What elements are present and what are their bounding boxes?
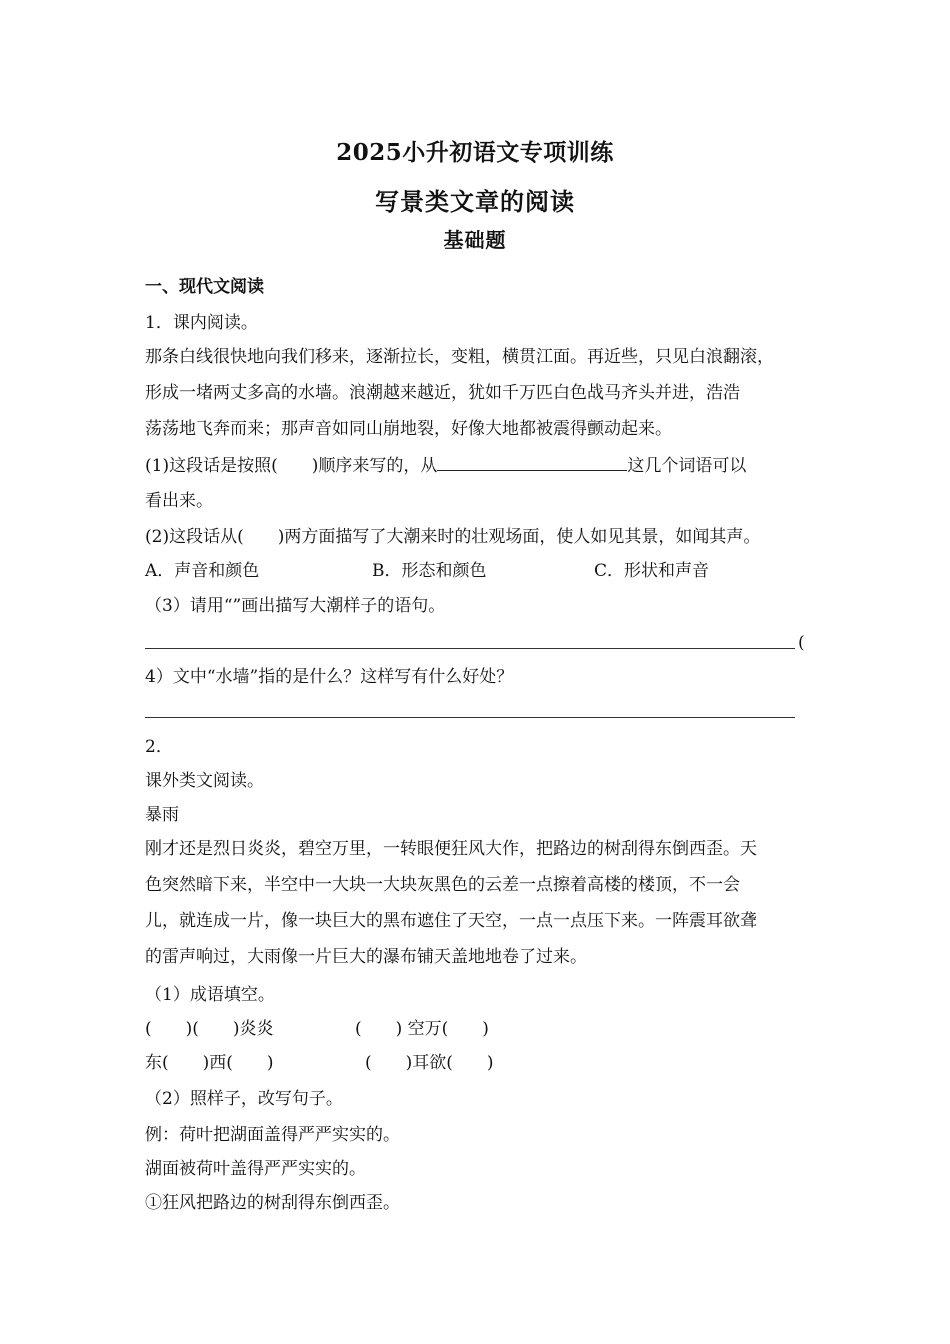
question-1-sub-3: （3）请用“”画出描写大潮样子的语句。	[145, 596, 446, 616]
question-2-intro: 课外类文阅读。	[145, 771, 264, 791]
passage-2-line-2: 色突然暗下来，半空中一大块一大块灰黑色的云差一点擦着高楼的楼顶，不一会	[145, 875, 740, 895]
passage-2-line-1: 刚才还是烈日炎炎，碧空万里，一转眼便狂风大作，把路边的树刮得东倒西歪。天	[145, 839, 757, 859]
question-1-sub-2: (2)这段话从( )两方面描写了大潮来时的壮观场面，使人如见其景，如闻其声。	[145, 527, 761, 547]
question-1-sub-1-cont: 看出来。	[145, 491, 213, 511]
document-title: 2025小升初语文专项训练	[336, 139, 614, 166]
question-2-sub-2: （2）照样子，改写句子。	[145, 1089, 343, 1109]
idiom-fill-4[interactable]: ( )耳欲( )	[365, 1053, 494, 1073]
sub-1-text-b: 这几个词语可以	[627, 456, 747, 476]
question-1-sub-4: 4）文中“水墙”指的是什么？这样写有什么好处？	[145, 667, 514, 687]
option-b[interactable]: B．形态和颜色	[372, 561, 487, 581]
passage-2-line-4: 的雷声响过，大雨像一片巨大的瀑布铺天盖地地卷了过来。	[145, 947, 587, 967]
question-1-sub-1	[145, 454, 746, 477]
question-2-sub-1: （1）成语填空。	[145, 985, 275, 1005]
passage-2-title: 暴雨	[145, 805, 179, 825]
answer-line[interactable]	[145, 648, 795, 649]
example-sentence: 例：荷叶把湖面盖得严严实实的。	[145, 1125, 400, 1145]
rewrite-item-1: ①狂风把路边的树刮得东倒西歪。	[145, 1193, 400, 1213]
difficulty-level: 基础题	[443, 228, 507, 252]
sub-4-open-paren: (	[798, 633, 805, 653]
answer-blank[interactable]	[437, 454, 627, 471]
answer-line[interactable]	[145, 717, 795, 718]
example-answer: 湖面被荷叶盖得严严实实的。	[145, 1159, 366, 1179]
passage-1-line-3: 荡荡地飞奔而来；那声音如同山崩地裂，好像大地都被震得颤动起来。	[145, 419, 672, 439]
passage-1-line-2: 形成一堵两丈多高的水墙。浪潮越来越近，犹如千万匹白色战马齐头并进，浩浩	[145, 383, 740, 403]
passage-1-line-1: 那条白线很快地向我们移来，逐渐拉长，变粗，横贯江面。再近些，只见白浪翻滚，	[145, 347, 774, 367]
option-c[interactable]: C．形状和声音	[594, 561, 710, 581]
sub-1-text-a: (1)这段话是按照( )顺序来写的，从	[145, 456, 438, 476]
idiom-fill-3[interactable]: 东( )西( )	[145, 1053, 274, 1073]
document-subtitle: 写景类文章的阅读	[375, 187, 575, 216]
idiom-fill-1[interactable]: ( )( )炎炎	[145, 1019, 274, 1039]
option-a[interactable]: A．声音和颜色	[145, 561, 260, 581]
idiom-fill-2[interactable]: ( ) 空万( )	[355, 1019, 489, 1039]
section-heading: 一、现代文阅读	[145, 277, 264, 297]
question-2-label: 2．	[145, 737, 173, 757]
passage-2-line-3: 儿，就连成一片，像一块巨大的黑布遮住了天空，一点一点压下来。一阵震耳欲聋	[145, 911, 757, 931]
question-1-label: 1．课内阅读。	[145, 313, 258, 333]
